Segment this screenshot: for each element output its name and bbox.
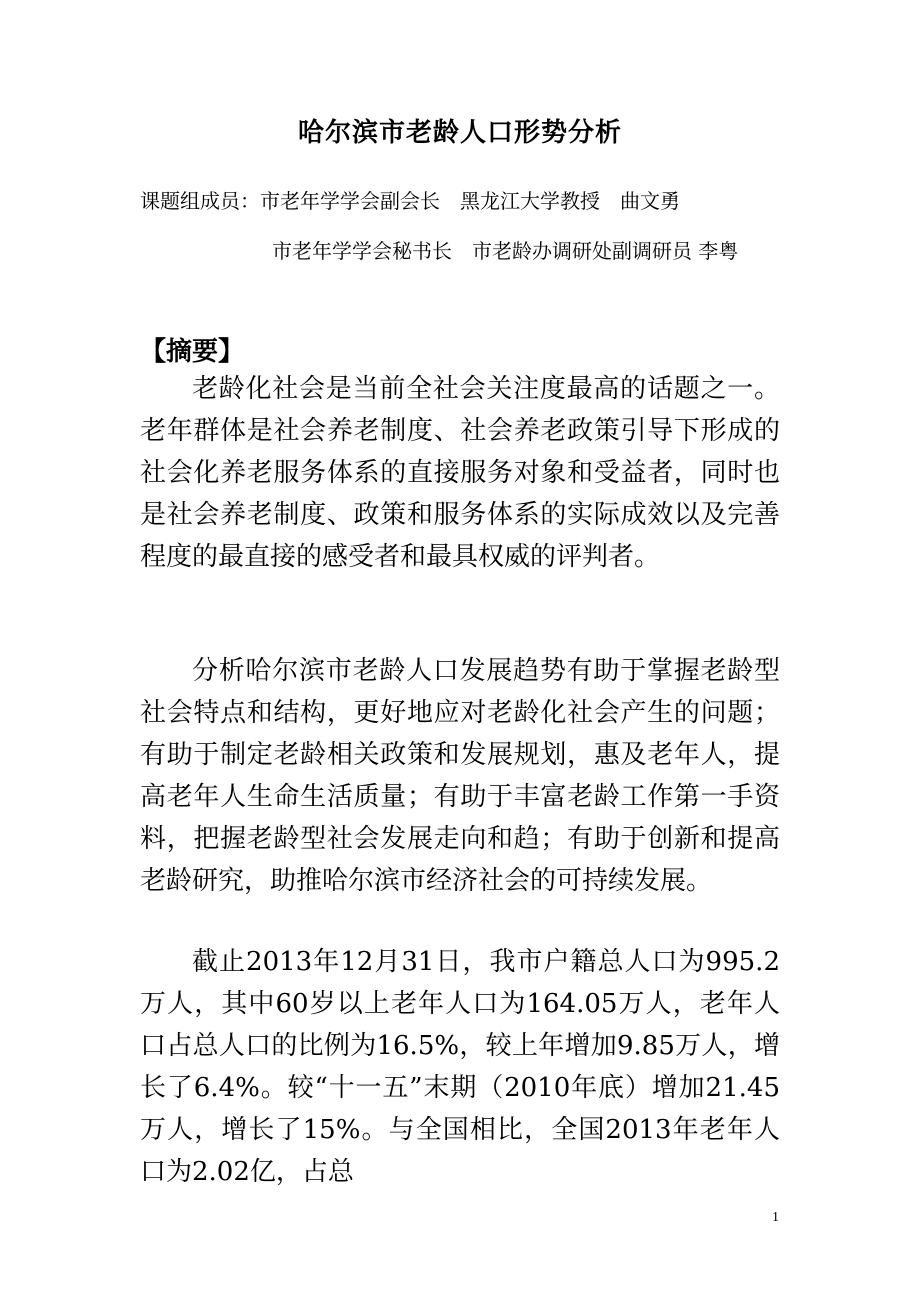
- body-paragraph-3: 截止2013年12月31日，我市户籍总人口为995.2万人，其中60岁以上老年人口为164.05万人，老年人口占总人口的比例为16.5%，较上年增加9.85万人，增长了6.4%。较“十一五”末期（2010年底）增加21.45万人，增长了15%。与全国相比，全国2013年老年人口为2.02亿，占总: [140, 947, 780, 1187]
- research-members-line-2: 市老年学学会秘书长 市老龄办调研处副调研员 李粤: [272, 239, 739, 263]
- page-number: 1: [772, 1210, 779, 1225]
- abstract-paragraph-2: 分析哈尔滨市老龄人口发展趋势有助于掌握老龄型社会特点和结构，更好地应对老龄化社会产生的问题；有助于制定老龄相关政策和发展规划，惠及老年人，提高老年人生命生活质量；有助于丰富老龄工作第一手资料，把握老龄型社会发展走向和趋；有助于创新和提高老龄研究，助推哈尔滨市经济社会的可持续发展。: [140, 656, 780, 896]
- abstract-paragraph-1: 老龄化社会是当前全社会关注度最高的话题之一。老年群体是社会养老制度、社会养老政策引导下形成的社会化养老服务体系的直接服务对象和受益者，同时也是社会养老制度、政策和服务体系的实际成效以及完善程度的最直接的感受者和最具权威的评判者。: [140, 374, 780, 572]
- abstract-heading: 【摘要】: [140, 337, 245, 367]
- document-title: 哈尔滨市老龄人口形势分析: [297, 118, 622, 148]
- research-members-line-1: 课题组成员：市老年学学会副会长 黑龙江大学教授 曲文勇: [140, 189, 680, 213]
